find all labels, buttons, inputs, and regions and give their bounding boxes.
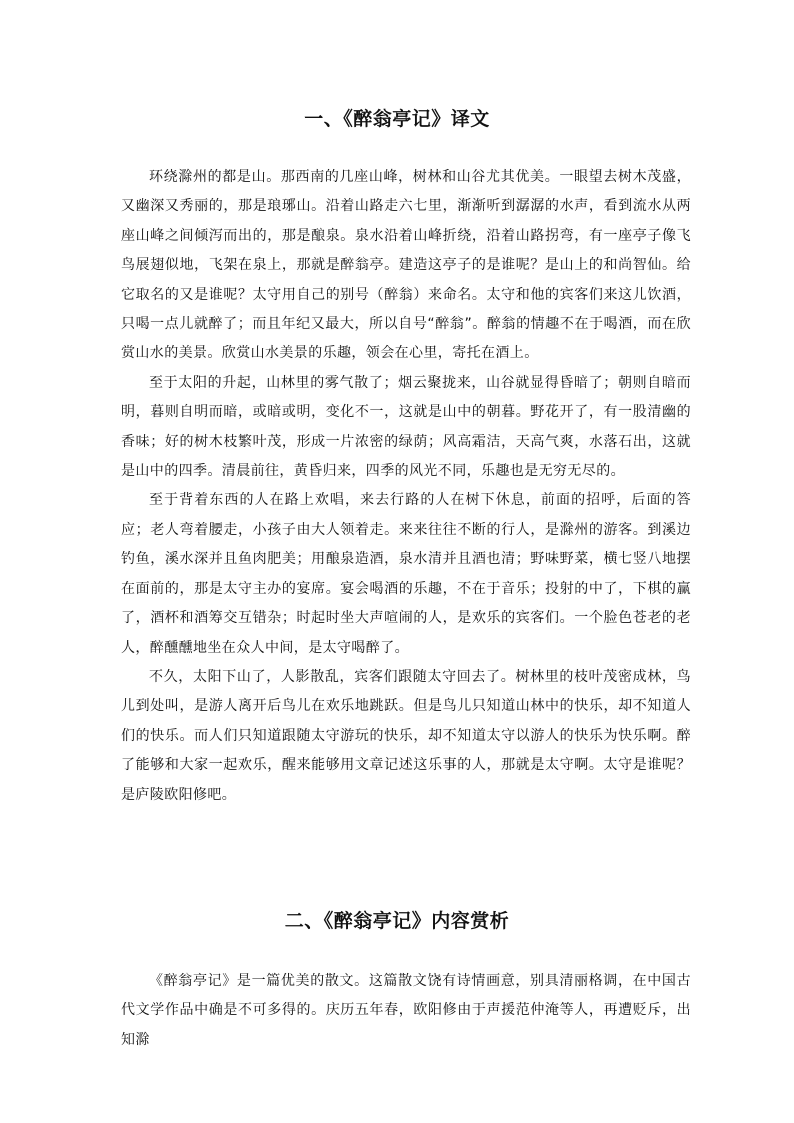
section-title-appreciation: 二、《醉翁亭记》内容赏析 bbox=[284, 910, 510, 932]
paragraph: 环绕滁州的都是山。那西南的几座山峰，树林和山谷尤其优美。一眼望去树木茂盛，又幽深又秀丽的，那是琅琊山。沿着山路走六七里，渐渐听到潺潺的水声，看到流水从两座山峰之间倾泻而出的，那是酿泉。泉水沿着山峰折绕，沿着山路拐弯，有一座亭子像飞鸟展翅似地，飞架在泉上，那就是醉翁亭。建造这亭子的是谁呢？是山上的和尚智仙。给它取名的又是谁呢？太守用自己的别号（醉翁）来命名。太守和他的宾客们来这儿饮酒，只喝一点儿就醉了；而且年纪又最大，所以自号“醉翁”。醉翁的情趣不在于喝酒，而在欣赏山水的美景。欣赏山水美景的乐趣，领会在心里，寄托在酒上。 bbox=[121, 169, 691, 362]
appreciation-body bbox=[121, 967, 691, 1055]
paragraph: 不久，太阳下山了，人影散乱，宾客们跟随太守回去了。树林里的枝叶茂密成林，鸟儿到处叫，是游人离开后鸟儿在欢乐地跳跃。但是鸟儿只知道山林中的快乐，却不知道人们的快乐。而人们只知道跟随太守游玩的快乐，却不知道太守以游人的快乐为快乐啊。醉了能够和大家一起欢乐，醒来能够用文章记述这乐事的人，那就是太守啊。太守是谁呢？是庐陵欧阳修吧。 bbox=[121, 668, 691, 803]
translation-body bbox=[121, 163, 691, 810]
paragraph: 至于背着东西的人在路上欢唱，来去行路的人在树下休息，前面的招呼，后面的答应；老人弯着腰走，小孩子由大人领着走。来来往往不断的行人，是滁州的游客。到溪边钓鱼，溪水深并且鱼肉肥美；用酿泉造酒，泉水清并且酒也清；野味野菜，横七竖八地摆在面前的，那是太守主办的宴席。宴会喝酒的乐趣，不在于音乐；投射的中了，下棋的赢了，酒杯和酒筹交互错杂；时起时坐大声喧闹的人，是欢乐的宾客们。一个脸色苍老的老人，醉醺醺地坐在众人中间，是太守喝醉了。 bbox=[121, 492, 691, 656]
section-title-translation: 一、《醉翁亭记》译文 bbox=[304, 108, 490, 130]
paragraph: 《醉翁亭记》是一篇优美的散文。这篇散文饶有诗情画意，别具清丽格调，在中国古代文学作品中确是不可多得的。庆历五年春，欧阳修由于声援范仲淹等人，再遭贬斥，出知滁 bbox=[121, 973, 691, 1048]
paragraph: 至于太阳的升起，山林里的雾气散了；烟云聚拢来，山谷就显得昏暗了；朝则自暗而明，暮则自明而暗，或暗或明，变化不一，这就是山中的朝暮。野花开了，有一股清幽的香味；好的树木枝繁叶茂，形成一片浓密的绿荫；风高霜洁，天高气爽，水落石出，这就是山中的四季。清晨前往，黄昏归来，四季的风光不同，乐趣也是无穷无尽的。 bbox=[121, 374, 691, 480]
